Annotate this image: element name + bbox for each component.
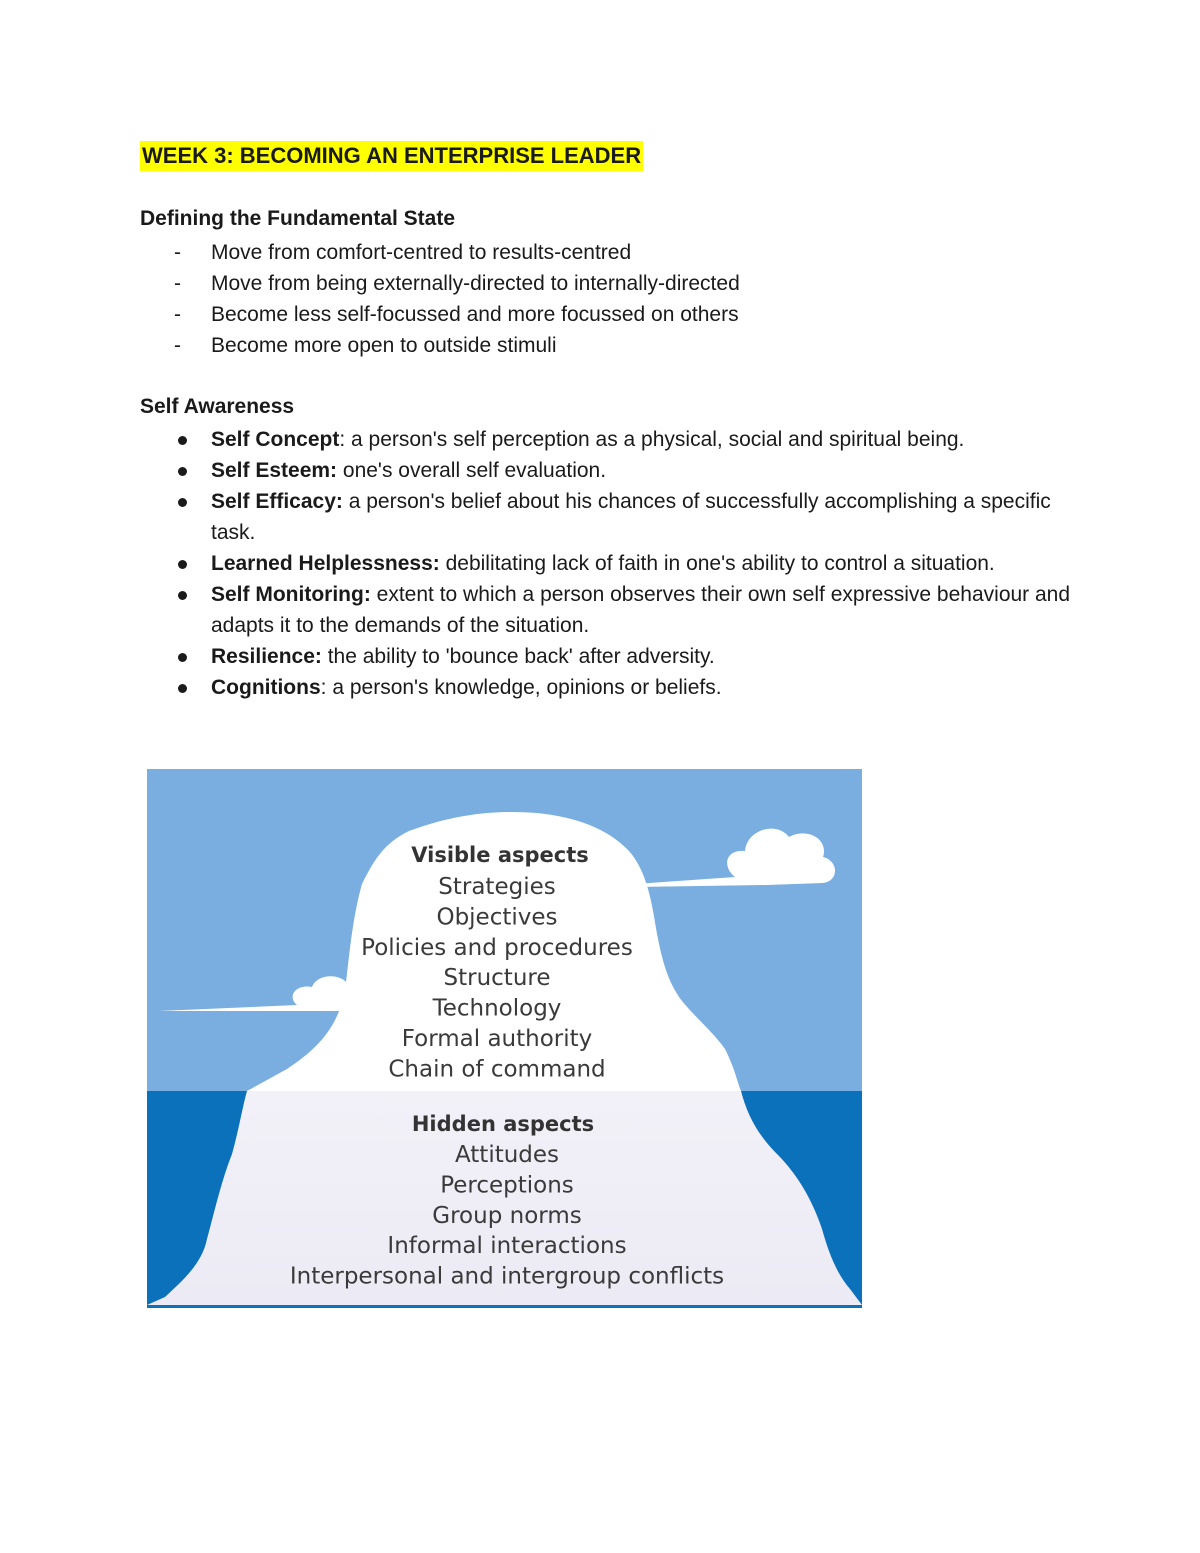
bullet-dot-icon xyxy=(178,653,187,662)
hidden-aspect-item: Interpersonal and intergroup conflicts xyxy=(289,1263,725,1290)
hidden-aspect-item: Group norms xyxy=(432,1202,582,1229)
section-heading-self-awareness: Self Awareness xyxy=(140,395,295,418)
term: Cognitions xyxy=(211,676,321,699)
term: Self Efficacy: xyxy=(211,490,343,513)
term: Learned Helplessness: xyxy=(211,552,440,575)
list-item-text: Become less self-focussed and more focussed on others xyxy=(211,303,739,326)
term: Self Concept xyxy=(211,428,340,451)
bullet-dot-icon xyxy=(178,560,187,569)
list-item xyxy=(140,268,740,299)
term: Self Esteem: xyxy=(211,459,338,482)
visible-aspect-item: Policies and procedures xyxy=(361,934,633,961)
list-item xyxy=(140,455,1080,486)
definition: : a person's self perception as a physical, social and spiritual being. xyxy=(339,428,965,451)
list-item xyxy=(140,486,1080,548)
bullet-dot-icon xyxy=(178,467,187,476)
definition: debilitating lack of faith in one's ability to control a situation. xyxy=(439,552,995,575)
iceberg-diagram xyxy=(147,769,862,1308)
fundamental-state-list xyxy=(140,237,740,361)
iceberg-svg xyxy=(147,769,862,1308)
list-item-text: Move from being externally-directed to internally-directed xyxy=(211,272,740,295)
definition: : a person's knowledge, opinions or beliefs. xyxy=(320,676,722,699)
visible-aspect-item: Chain of command xyxy=(388,1056,606,1083)
term: Self Monitoring: xyxy=(211,583,371,606)
hidden-aspects-heading: Hidden aspects xyxy=(411,1112,595,1136)
dash-bullet: - xyxy=(174,334,181,357)
list-item xyxy=(140,330,740,361)
list-item xyxy=(140,672,1080,703)
bullet-dot-icon xyxy=(178,498,187,507)
list-item xyxy=(140,299,740,330)
definition: extent to which a person observes their own self expressive behaviour and adapts it to the demands of the situation. xyxy=(211,583,1071,637)
visible-aspect-item: Objectives xyxy=(436,904,558,931)
dash-bullet: - xyxy=(174,272,181,295)
page-title: WEEK 3: BECOMING AN ENTERPRISE LEADER xyxy=(140,141,643,171)
list-item xyxy=(140,641,1080,672)
definition: a person's belief about his chances of successfully accomplishing a specific task. xyxy=(211,490,1051,544)
definition: the ability to 'bounce back' after adversity. xyxy=(321,645,715,668)
definition: one's overall self evaluation. xyxy=(337,459,607,482)
term: Resilience: xyxy=(211,645,322,668)
hidden-aspect-item: Perceptions xyxy=(440,1172,574,1199)
visible-aspect-item: Formal authority xyxy=(401,1026,593,1052)
bullet-dot-icon xyxy=(178,591,187,600)
bullet-dot-icon xyxy=(178,684,187,693)
bullet-dot-icon xyxy=(178,436,187,445)
list-item xyxy=(140,424,1080,455)
list-item-text: Move from comfort-centred to results-centred xyxy=(211,241,632,264)
visible-aspects-heading: Visible aspects xyxy=(411,843,589,867)
list-item xyxy=(140,237,740,268)
self-awareness-list xyxy=(140,424,1080,703)
hidden-aspect-item: Attitudes xyxy=(454,1142,560,1168)
visible-aspect-item: Technology xyxy=(432,995,562,1022)
dash-bullet: - xyxy=(174,241,181,264)
list-item xyxy=(140,579,1080,641)
list-item-text: Become more open to outside stimuli xyxy=(211,334,557,357)
section-heading-fundamental-state: Defining the Fundamental State xyxy=(140,207,456,230)
list-item xyxy=(140,548,1080,579)
visible-aspect-item: Strategies xyxy=(438,874,556,900)
visible-aspect-item: Structure xyxy=(443,965,551,992)
hidden-aspect-item: Informal interactions xyxy=(387,1233,627,1260)
dash-bullet: - xyxy=(174,303,181,326)
